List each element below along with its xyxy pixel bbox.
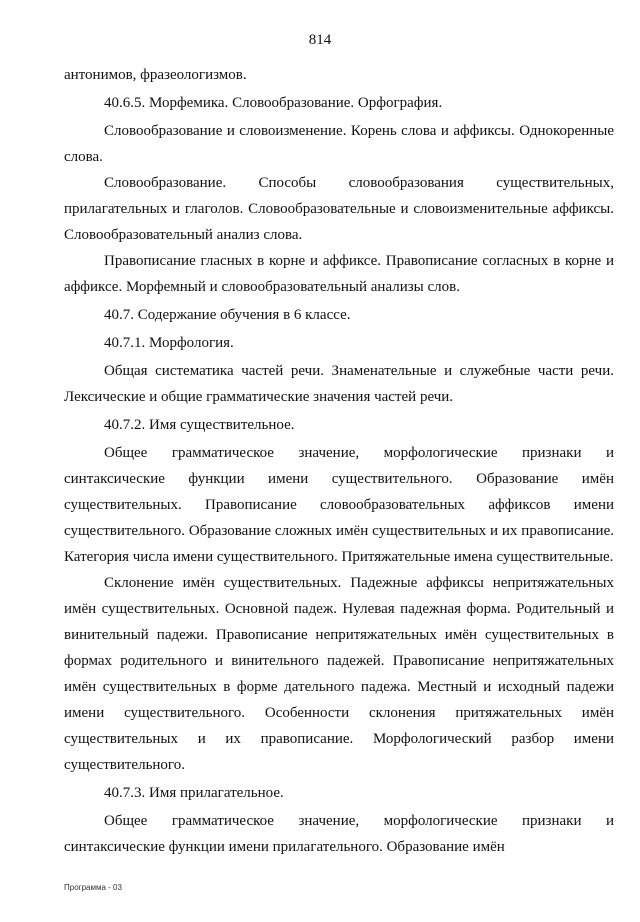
- footer-label: Программа - 03: [64, 883, 122, 892]
- section-heading-40-7: 40.7. Содержание обучения в 6 классе.: [104, 307, 351, 323]
- paragraph-continuation: антонимов, фразеологизмов.: [64, 67, 247, 83]
- section-heading-40-7-2: 40.7.2. Имя существительное.: [104, 417, 295, 433]
- paragraph: Общее грамматическое значение, морфологические признаки и синтаксические функции имени существительного. Образование имён существительных. Правописание словообразовательных аффиксов имени существительного. Образование сложных имён существительных и их правописание. Категория числа имени существительного. Притяжательные имена существительные.: [64, 445, 614, 565]
- page-number: 814: [308, 32, 332, 48]
- section-heading-40-6-5: 40.6.5. Морфемика. Словообразование. Орфография.: [104, 95, 443, 111]
- paragraph: Правописание гласных в корне и аффиксе. Правописание согласных в корне и аффиксе. Морфемный и словообразовательный анализы слов.: [64, 253, 614, 295]
- document-body: [64, 62, 614, 860]
- section-heading-40-7-3: 40.7.3. Имя прилагательное.: [104, 785, 284, 801]
- section-heading-40-7-1: 40.7.1. Морфология.: [104, 335, 234, 351]
- paragraph: Общее грамматическое значение, морфологические признаки и синтаксические функции имени прилагательного. Образование имён: [64, 813, 614, 855]
- paragraph: Словообразование и словоизменение. Корень слова и аффиксы. Однокоренные слова.: [64, 123, 614, 165]
- paragraph: Словообразование. Способы словообразования существительных, прилагательных и глаголов. Словообразовательные и словоизменительные аффиксы. Словообразовательный анализ слова.: [64, 175, 614, 243]
- paragraph: Склонение имён существительных. Падежные аффиксы непритяжательных имён существительных. Основной падеж. Нулевая падежная форма. Родительный и винительный падежи. Правописание непритяжательных имён существительных в формах родительного и винительного падежей. Правописание непритяжательных имён существительных в форме дательного падежа. Местный и исходный падежи имени существительного. Особенности склонения притяжательных имён существительных и их правописание. Морфологический разбор имени существительного.: [64, 575, 614, 773]
- paragraph: Общая систематика частей речи. Знаменательные и служебные части речи. Лексические и общие грамматические значения частей речи.: [64, 363, 614, 405]
